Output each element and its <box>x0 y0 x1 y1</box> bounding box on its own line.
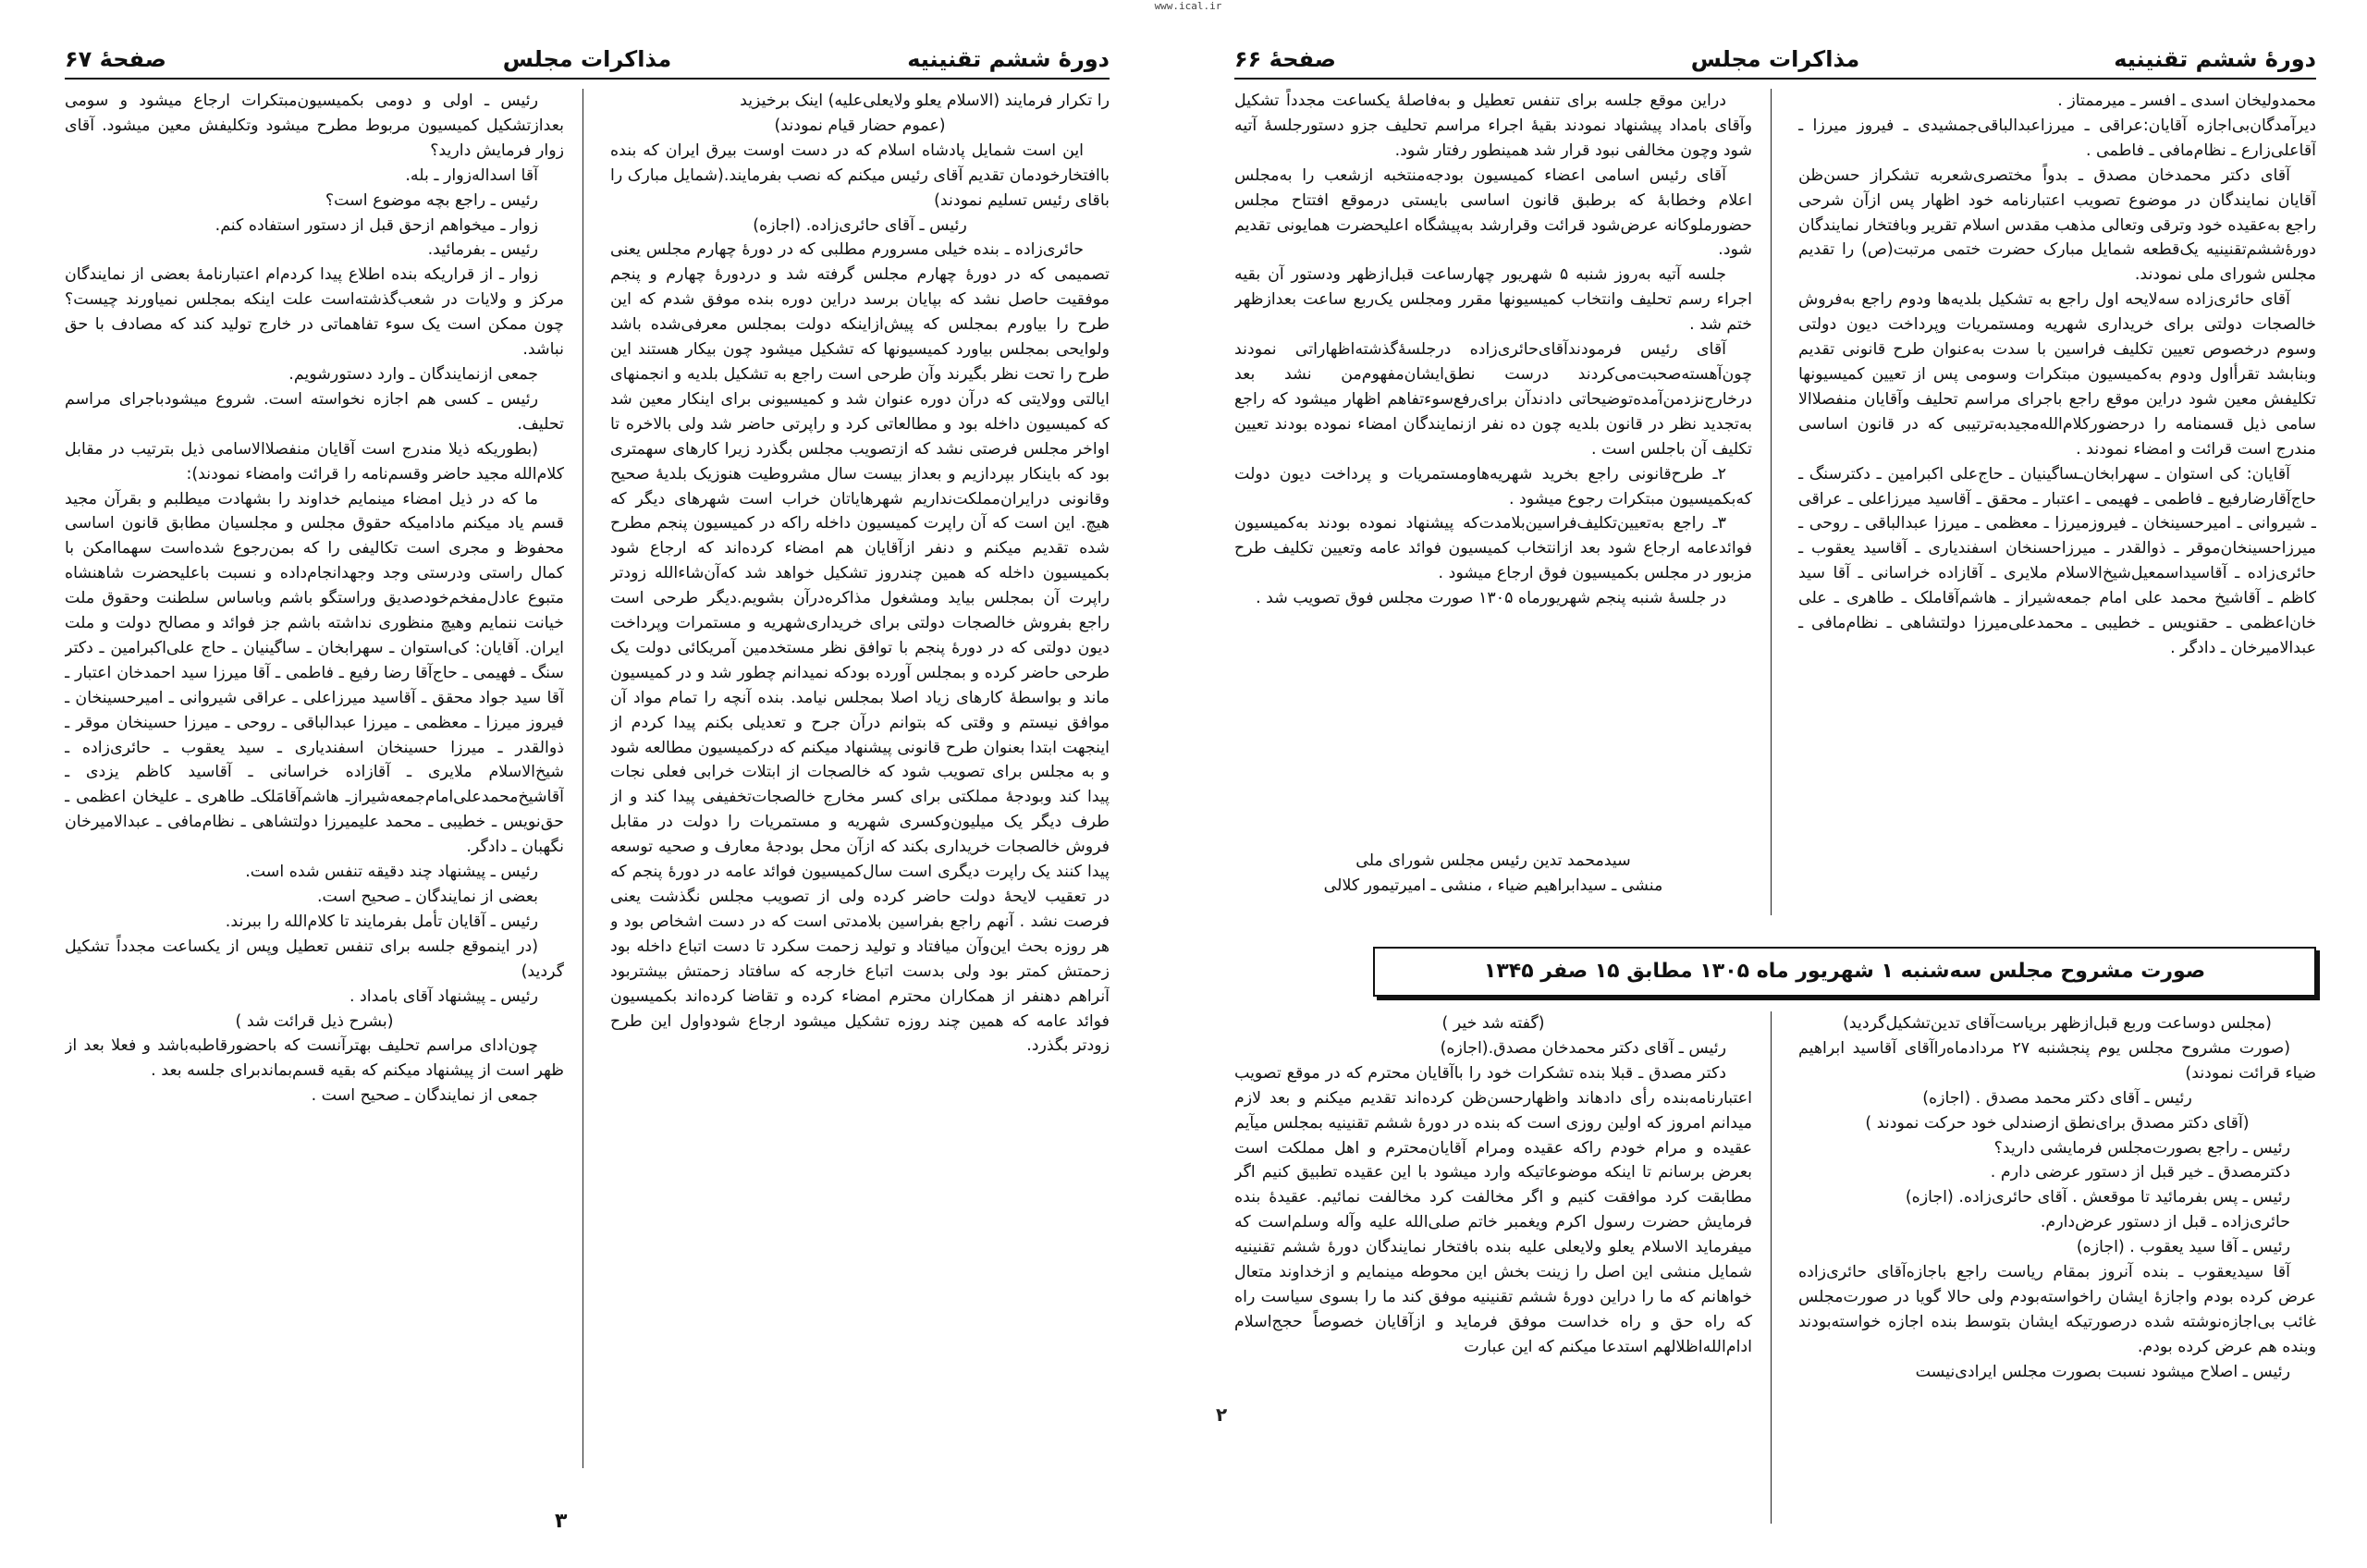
header-title: مذاکرات مجلس <box>1690 46 1860 72</box>
paragraph: رئیس ـ اولی و دومی بکمیسیون‌مبتکرات ارجاع میشود و سومی بعدازتشکیل کمیسیون مربوط مطرح میشود وتکلیفش معین میشود. آقای زوار فرمایش دارید؟ <box>65 92 564 160</box>
paragraph: رئیس ـ راجع بصورت‌مجلس فرمایشی دارید؟ <box>1993 1138 2290 1158</box>
signature-block <box>1234 849 1752 899</box>
paragraph: (صورت مشروح مجلس یوم پنجشنبه ۲۷ مردادماه‌راآقای آقاسید ابراهیم ضیاء قرائت نمودند) <box>1798 1038 2316 1083</box>
paragraph: رئیس ـ آقای حائری‌زاده. (اجازه) <box>753 215 967 235</box>
paragraph: رئیس ـ اصلاح میشود نسبت بصورت مجلس ایرادی‌نیست <box>1915 1362 2290 1381</box>
signature-line: سیدمحمد تدین رئیس مجلس شورای ملی <box>1355 851 1631 870</box>
paragraph: رئیس ـ پس بفرمائید تا موقعش . آقای حائری‌زاده. (اجازه) <box>1905 1188 2290 1207</box>
paragraph: رئیس ـ پیشنهاد آقای بامداد . <box>349 986 538 1006</box>
paragraph: بعضی از نمایندگان ـ صحیح است. <box>316 888 538 906</box>
paragraph: حائری‌زاده ـ قبل از دستور عرض‌دارم. <box>2040 1213 2290 1232</box>
paragraph: (در اینموقع جلسه برای تنفس تعطیل وپس از یکساعت مجدداً تشکیل گردید) <box>65 937 564 981</box>
paragraph: رئیس ـ کسی هم اجازه نخواسته است. شروع میشودباجرای مراسم تحلیف. <box>65 389 564 434</box>
column-left-top <box>1234 89 1752 915</box>
header-title: مذاکرات مجلس <box>502 46 672 72</box>
column-left <box>65 89 564 1524</box>
source-watermark: www.ical.ir <box>1154 0 1222 12</box>
paragraph: آقای رئیس اسامی اعضاء کمیسیون بودجه‌منتخبه ازشعب را به‌مجلس اعلام وخطابهٔ که برطبق قانون اساسی بایستی درموقع افتتاح مجلس حضورملوکانه عرض‌شود قرائت وقرارشد به‌پیشگاه اعلیحضرت همایونی تقدیم شود. <box>1234 165 1752 260</box>
paragraph: آقای حائری‌زاده سه‌لایحه اول راجع به تشکیل بلدیه‌ها ودوم راجع به‌فروش خالصجات دولتی برای خریداری شهریه ومستمریات وپرداخت دیون دولتی وسوم درخصوص تعیین تکلیف فراسین با سدت به‌عنوان طرح قانونی تقدیم وبنابشد تقرأاول ودوم به‌کمیسیون مبتکرات وسومی پس از تعیین کمیسیونها تکلیفش معین شود دراین موقع راجع باجرای مراسم تحلیف وآقایان منفصلاالا سامی ذیل قسمنامه را درحضورکلام‌الله‌مجیدبه‌ترتیبی که در قانون اساسی مندرج است قرائت و امضاء نمودند . <box>1798 290 2316 459</box>
paragraph: را تکرار فرمایند (الاسلام یعلو ولایعلی‌علیه) اینک برخیزید <box>740 92 1110 110</box>
paragraph: رئیس ـ آقایان تأمل بفرمایند تا کلام‌الله را ببرند. <box>225 912 538 931</box>
paragraph: (آقای دکتر مصدق برای‌نطق ازصندلی خود حرکت نمودند ) <box>1865 1113 2250 1133</box>
header-term: دورهٔ ششم تقنینیه <box>907 46 1110 72</box>
paragraph: رئیس ـ راجع بچه موضوع است؟ <box>325 190 538 210</box>
paragraph: دراین موقع جلسه برای تنفس تعطیل و به‌فاصلهٔ یکساعت مجدداً تشکیل وآقای بامداد پیشنهاد نمودند بقیهٔ اجراء مراسم تحلیف جزو دستورجلسهٔ آتیه شود وچون مخالفی نبود قرار شد همینطور رفتار شود. <box>1234 92 1752 160</box>
column-divider <box>1771 1011 1772 1524</box>
paragraph: دکترمصدق ـ خیر قبل از دستور عرضی دارم . <box>1990 1163 2290 1182</box>
paragraph: رئیس ـ آقای دکتر محمد مصدق . (اجازه) <box>1922 1088 2192 1108</box>
paragraph: ما که در ذیل امضاء مینمایم خداوند را بشهادت میطلبم و بقرآن مجید قسم یاد میکنم مادامیکه حقوق مجلس و مجلسیان مطابق قانون اساسی محفوظ و مجری است تکالیفی را که بمن‌رجوع شده‌است سهما‌امکن با کمال راستی ودرستی وجد وجهد‌انجام‌داده و نسبت باعلیحضرت شاهنشاه متبوع عادل‌مفخم‌خود‌صدیق وراستگو باشم وباساس سلطنت وحقوق ملت خیانت ننمایم وهیچ منظوری نداشته باشم جز فوائد و مصالح دولت و ملت ایران. آقایان: کی‌استوان ـ سهرابخان ـ ساگینیان ـ حاج علی‌اکبرامین ـ دکتر سنگ ـ فهیمی ـ حاج‌آقا رضا رفیع ـ فاطمی ـ آقا میرزا سید احمدخان اعتبار ـ آقا سید جواد محقق ـ آقاسید میرزاعلی ـ عراقی شیروانی ـ امیرحسینخان ـ فیروز میرزا ـ معظمی ـ میرزا عبدالباقی ـ روحی ـ میرزا حسینخان موقر ـ ذوالقدر ـ میرزا حسینخان اسفندیاری ـ سید یعقوب ـ حائری‌زاده ـ شیخ‌الاسلام ملایری ـ آقازاده خراسانی ـ آقاسید کاظم یزدی ـ آقاشیخ‌محمدعلی‌امام‌جمعه‌شیراز‌ـ هاشم‌آقامَلک‌ـ طاهری ـ علیخان اعظمی ـ حق‌نویس ـ خطیبی ـ محمد علیمیرزا دولتشاهی ـ نظام‌مافی ـ عبدالامیرخان نگهبان ـ دادگر. <box>65 489 564 857</box>
paragraph: جلسه آتیه به‌روز شنبه ۵ شهریور چهارساعت قبل‌ازظهر ودستور آن بقیه اجراء رسم تحلیف وانتخاب کمیسیونها مقرر ومجلس یک‌ربع ساعت بعدازظهر ختم شد . <box>1234 265 1752 335</box>
paragraph: جمعی از نمایندگان ـ صحیح است . <box>311 1086 538 1106</box>
paragraph: (مجلس دوساعت وربع قبل‌ازظهر بریاست‌آقای تدین‌تشکیل‌گردید) <box>1843 1014 2272 1033</box>
paragraph: رئیس ـ بفرمائید. <box>427 240 538 260</box>
paragraph: آقای رئیس فرمودند‌آقای‌حائری‌زاده درجلسهٔ‌گذشته‌اظهاراتی نمودند چون‌آهسته‌صحبت‌می‌کردند درست نطق‌ایشان‌مفهوم‌من نشد بعد درخارج‌نزدمن‌آمده‌توضیحاتی دادندآن‌ برای‌رفع‌سوء‌تفاهم اظهار میشود که راجع به‌تجدید نظر در قانون بلدیه چون ده نفر ازنمایندگان امضاء نموده بودند تعیین تکلیف آن باجلس است . <box>1234 340 1752 459</box>
column-divider <box>1771 89 1772 915</box>
paragraph: (بشرح ذیل قرائت شد ) <box>235 1011 394 1031</box>
page-header <box>65 35 1110 80</box>
page-66 <box>1216 35 2316 1524</box>
paragraph: این است شمایل پادشاه اسلام که در دست اوست بیرق ایران که بنده باافتخارخودمان تقدیم آقای رئیس میکنم که نصب بفرمایند.(شمایل مبارک را باقای رئیس تسلیم نمودند) <box>610 141 1110 210</box>
column-left-bottom <box>1234 1011 1752 1524</box>
column-right-bottom <box>1798 1011 2316 1524</box>
session-title-box: صورت مشروح مجلس سه‌شنبه ۱ شهریور ماه ۱۳۰۵ مطابق ۱۵ صفر ۱۳۴۵ <box>1373 947 2316 997</box>
signature-line: منشی ـ سیدابراهیم ضیاء ، منشی ـ امیرتیمور کلالی <box>1323 876 1663 895</box>
paragraph: آقای دکتر محمدخان مصدق ـ بدواً مختصری‌شعربه تشکراز حسن‌ظن آقایان نمایندگان در موضوع تصویب اعتبارنامه خود اظهار پس ازآن شرحی راجع به‌عقیده خود وترقی وتعالی مذهب مقدس اسلام تقریر وبافتخار نمایندگان دورهٔ‌ششم‌تقنینیه یک‌قطعه شمایل مبارک حضرت ختمی مرتبت(ص) را تقدیم مجلس شورای ملی نمودند. <box>1798 165 2316 285</box>
paragraph: ۲ـ طرح‌قانونی راجع بخرید شهریه‌هاومستمریات و پرداخت دیون دولت که‌بکمیسیون مبتکرات رجوع میشود . <box>1234 464 1752 508</box>
paragraph: ۳ـ راجع به‌تعیین‌تکلیف‌فراسین‌بلامدت‌که پیشنهاد نموده بودند به‌کمیسیون فوائدعامه ارجاع شود بعد ازانتخاب کمیسیون فوائد عامه وتعیین تکلیف طرح مزبور در مجلس بکمیسیون فوق ارجاع میشود . <box>1234 514 1752 583</box>
paragraph: (بطوریکه ذیلا مندرج است آقایان منفصلاالاسامی ذیل بترتیب در مقابل کلام‌الله مجید حاضر وقسم‌نامه را قرائت وامضاء نمودند): <box>65 439 564 484</box>
page-67 <box>65 35 1110 1533</box>
margin-mark: ۲ <box>1216 1403 1228 1426</box>
paragraph: (گفته شد خیر ) <box>1441 1014 1545 1033</box>
header-term: دورهٔ ششم تقنینیه <box>2114 46 2316 72</box>
folio-number: ۳ <box>555 1510 568 1533</box>
paragraph: دکتر مصدق ـ قبلا بنده تشکرات خود را باآقایان محترم که در موقع تصویب اعتبارنامه‌بنده رأی دادهاند واظهارحسن‌ظن کرده‌اند تقدیم میکنم و بعد لازم میدانم امروز که اولین روزی است که بنده در دورهٔ ششم تقنینیه بمجلس میآیم عقیده و مرام خودم راکه عقیده ومرام آقایان‌محترم و اهل مملکت است بعرض برسانم تا اینکه موضوعاتیکه وارد میشود با این عقیده تطبیق کنیم اگر مطابقت کرد موافقت کنیم و اگر مخالفت کرد مخالفت نمائیم. عقیدهٔ بنده فرمایش حضرت رسول اکرم ویغمبر خاتم صلی‌الله علیه وآله وسلم‌است که میفرماید الاسلام یعلو ولایعلی علیه بنده بافتخار نمایندگان دورهٔ ششم تقنینیه شمایل منشی این اصل را زینت بخش این محوطه مینمایم و ازخداوند متعال خواهانم که ما را دراین دورهٔ ششم تقنینیه موفق کند ما را بسوی سیاست راه که راه حق و راه خداست موفق فرماید و ازآقایان خصوصاً حجج‌اسلام ادام‌الله‌اظلالهم استدعا میکنم که این عبارت <box>1234 1063 1752 1356</box>
column-right <box>610 89 1110 1524</box>
paragraph: آقا اسداله‌زوار ـ بله. <box>405 165 538 185</box>
paragraph: آقایان: کی استوان ـ سهرابخان‌ـساگینیان ـ حاج‌علی اکبرامین ـ دکترسنگ ـ حاج‌آقارضارفیع ـ فاطمی ـ فهیمی ـ اعتبار ـ محقق ـ آقاسید میرزاعلی ـ عراقی ـ شیروانی ـ امیرحسینخان ـ فیروزمیرزا ـ معظمی ـ میرزا عبدالباقی ـ روحی ـ میرزاحسینخان‌موقر ـ ذوالقدر ـ میرزاحسنخان اسفندیاری ـ آقاسید یعقوب ـ حائری‌زاده ـ آقاسیدا‌سمعیل‌شیخ‌الاسلام ملایری ـ آقازاده خراسانی ـ آقا سید کاظم ـ آقاشیخ محمد علی امام جمعه‌شیراز ـ هاشم‌آقاملک ـ طاهری ـ علی خان‌اعظمی ـ حقنویس ـ خطیبی ـ محمدعلی‌میرزا دولتشاهی ـ نظام‌مافی ـ عبدالامیرخان ـ دادگر . <box>1798 464 2316 657</box>
page-header <box>1234 35 2316 80</box>
paragraph: حائری‌زاده ـ بنده خیلی مسرورم مطلبی که در دورهٔ چهارم مجلس یعنی تصمیمی که در دورهٔ چهارم مجلس گرفته شد و دردورهٔ چهارم و پنجم موفقیت حاصل نشد که بپایان برسد دراین دوره بنده موفق شدم که این طرح را بیاورم بمجلس که پیش‌ازاینکه دولت بمجلس معرفی‌شده باشد ولوایحی بمجلس بیاورد کمیسیونها که تشکیل میشود چون بیکار هستند این طرح را تحت نظر بگیرند وآن طرحی است راجع به تشکیل بلدیه و انجمنهای ایالتی وولایتی که درآن دوره عنوان شد و کمیسیونی برای اینکار معین شد که کمیسیون داخله بود و مطالعاتی کرد و راپرتی حاضر شد ولی بالاخره تا اواخر مجلس فرصتی نشد که ازتصویب مجلس بگذرد زیرا کارهای سهمتری بود که باینکار بپردازیم و بعداز بیست سال مشروطیت هنوزیک بلدیهٔ صحیح وقانونی درایران‌مملکت‌نداریم شهرهایاتان خراب است شهرهای دیگر که هیچ. این است که آن راپرت کمیسیون داخله راکه در کمیسیون پنجم مطرح شده تقدیم میکنم و دنفر ازآقایان هم امضاء کرده‌اند که ارجاع شود بکمیسیون داخله که همین چندروز تشکیل خواهد شد که‌آن‌شاءالله زودتر راپرت آن بمجلس بیاید ومشغول مذاکره‌درآن بشویم.دیگر طرحی است راجع بفروش خالصجات دولتی برای خریداری‌شهریه و مستمرات وپرداخت دیون دولتی که در دورهٔ پنجم با توافق نظر مستخدمین آمریکائی دولت یک طرحی حاضر کرده و بمجلس آورده بودکه نمیدانم چطور شد و در کمیسیون ماند و بواسطهٔ کارهای زیاد اصلا بمجلس نیامد. بنده آنچه را تمام مواد آن موافق نیستم و وقتی که بتوانم درآن جرح و تعدیلی بکنم پیدا کردم از اینجهت ابتدا بعنوان طرح قانونی پیشنهاد میکنم که درکمیسیون مطالعه شود و به مجلس برای تصویب شود که خالصجات از ابتلات خرابی فعلی نجات پیدا کند وبودجهٔ مملکتی برای کسر مخارج خالصجات‌تخفیفی پیدا کند و از طرف دیگر یک میلیون‌وکسری شهریه و مستمریات را دولت در مقابل فروش خالصجات خریداری بکند که ازآن محل بودجهٔ معارف و صحیه توسعه پیدا کنند یک راپرت دیگری است سال‌کمیسیون فوائد عامه در دورهٔ پنجم که در تعقیب لایحهٔ دولت حاضر کرده ولی از تصویب مجلس نگذشت یعنی فرصت نشد . آنهم راجع بفراسین بلامدتی است که در دست اشخاص بود و هر روزه بحث این‌وآن میافتاد و تولید زحمت سکرد تا دست اتباع داخله بود زحمتش کمتر بود ولی بدست اتباع خارجه که سافتاد زحمتش بیشتربود آنراهم دهنفر از همکاران محترم امضاء کرده و تقاضا کرده‌اند بکمیسیون فوائد عامه که همین چند روزه تشکیل میشود ارجاع شودواول این طرح زودتر بگذرد. <box>610 240 1110 1056</box>
paragraph: (عموم حضار قیام نمودند) <box>774 116 946 135</box>
header-page-number: صفحهٔ ۶۷ <box>65 46 166 72</box>
paragraph: دیرآمدگان‌بی‌اجازه آقایان:عراقی ـ میرزاعبدالباقی‌جمشیدی ـ فیروز میرزا ـ آقاعلی‌زارع ـ نظام‌مافی ـ فاطمی . <box>1798 116 2316 160</box>
paragraph: رئیس ـ پیشنهاد چند دقیقه تنفس شده است. <box>245 863 538 882</box>
paragraph: رئیس ـ آقای دکتر محمدخان مصدق.(اجازه) <box>1440 1038 1726 1058</box>
header-page-number: صفحهٔ ۶۶ <box>1234 46 1336 72</box>
paragraph: در جلسهٔ شنبه پنجم شهریورماه ۱۳۰۵ صورت مجلس فوق تصویب شد . <box>1256 589 1726 608</box>
paragraph: زوار ـ از قراریکه بنده اطلاع پیدا کردم‌ام اعتبارنامهٔ بعضی از نمایندگان مرکز و ولایات در شعب‌گذشته‌است علت اینکه بمجلس نمیاورند چیست؟ چون ممکن است یک سوء تفاهماتی در خارج تولید کند که مصادف با حق نباشد. <box>65 265 564 360</box>
paragraph: آقا سیدیعقوب ـ بنده آنروز بمقام ریاست راجع باجازه‌آقای حائری‌زاده عرض کرده بودم واجازهٔ ایشان راخواسته‌بودم ولی حالا گویا در صورت‌مجلس غائب بی‌اجازه‌نوشته شده درصورتیکه ایشان بتوسط بنده اجازه خواسته‌بودند وبنده هم عرض کرده بودم. <box>1798 1263 2316 1356</box>
paragraph: رئیس ـ آقا سید یعقوب . (اجازه) <box>2076 1238 2290 1257</box>
paragraph: جمعی ازنمایندگان ـ وارد دستورشویم. <box>288 364 538 384</box>
paragraph: محمدولیخان اسدی ـ افسر ـ میرممتاز . <box>2057 92 2316 110</box>
paragraph: چون‌ادای مراسم تحلیف بهترآنست که باحضورقاطبه‌باشد و فعلا بعد از ظهر است از پیشنهاد میکنم که بقیه قسم‌بماندبرای جلسه بعد . <box>65 1036 564 1081</box>
paragraph: زوار ـ میخواهم ازحق قبل از دستور استفاده کنم. <box>215 215 538 235</box>
column-right-top <box>1798 89 2316 915</box>
